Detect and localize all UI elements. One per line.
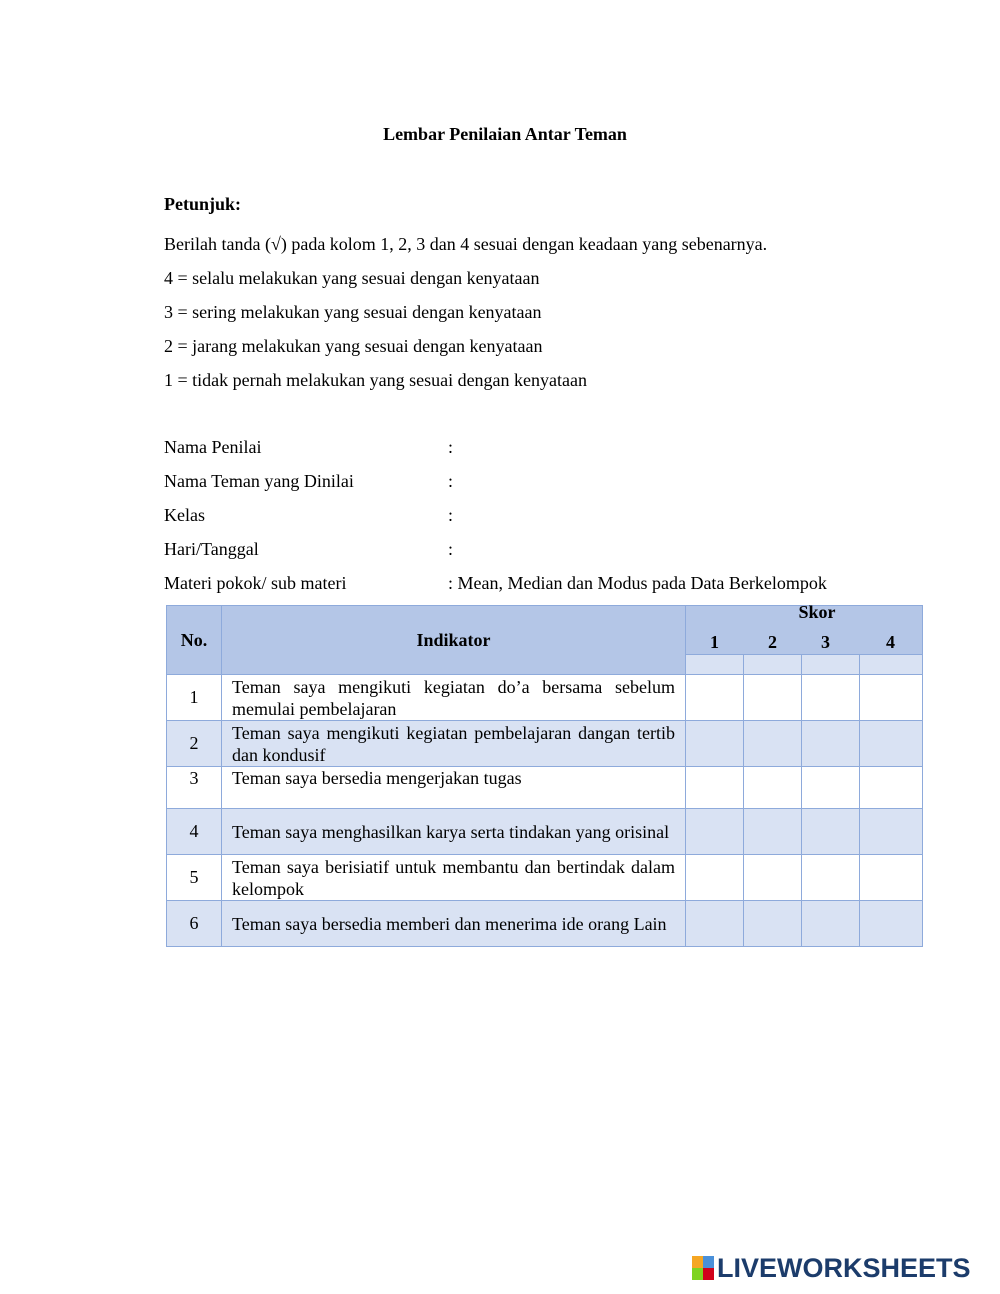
score-cell-3[interactable]: [802, 675, 860, 721]
score-cell-2[interactable]: [744, 855, 802, 901]
row-number: 6: [167, 901, 222, 947]
header-score-1: 1: [710, 632, 719, 652]
score-cell-1[interactable]: [686, 767, 744, 809]
field-label-materi: Materi pokok/ sub materi: [164, 573, 347, 593]
field-label-kelas: Kelas: [164, 505, 205, 525]
score-subheader-cell: [860, 655, 923, 675]
instruction-line-score-3: 3 = sering melakukan yang sesuai dengan kenyataan: [164, 302, 542, 322]
assessment-table: [166, 602, 923, 947]
row-number: 5: [167, 855, 222, 901]
header-score: [686, 602, 923, 655]
header-score-title: Skor: [798, 602, 836, 622]
score-cell-4[interactable]: [860, 767, 923, 809]
score-cell-4[interactable]: [860, 809, 923, 855]
score-cell-4[interactable]: [860, 721, 923, 767]
score-cell-2[interactable]: [744, 901, 802, 947]
table-row: [167, 901, 923, 947]
field-value-materi: : Mean, Median dan Modus pada Data Berkelompok: [448, 573, 827, 593]
table-row: [167, 675, 923, 721]
row-indicator: Teman saya menghasilkan karya serta tindakan yang orisinal: [222, 809, 686, 855]
field-value-nama-penilai[interactable]: :: [448, 437, 454, 457]
score-cell-1[interactable]: [686, 721, 744, 767]
row-indicator: Teman saya bersedia memberi dan menerima ide orang Lain: [222, 901, 686, 947]
score-cell-4[interactable]: [860, 675, 923, 721]
field-label-hari-tanggal: Hari/Tanggal: [164, 539, 259, 559]
score-subheader-cell: [686, 655, 744, 675]
instruction-line-score-4: 4 = selalu melakukan yang sesuai dengan kenyataan: [164, 268, 540, 288]
field-value-kelas[interactable]: :: [448, 505, 454, 525]
row-number: 1: [167, 675, 222, 721]
header-score-4: 4: [886, 632, 895, 652]
score-cell-4[interactable]: [860, 855, 923, 901]
instructions-heading: Petunjuk:: [164, 194, 242, 214]
header-indicator: Indikator: [222, 606, 686, 675]
field-value-hari-tanggal[interactable]: :: [448, 539, 454, 559]
score-cell-2[interactable]: [744, 675, 802, 721]
liveworksheets-logo: [692, 1254, 971, 1282]
row-indicator: Teman saya berisiatif untuk membantu dan bertindak dalam kelompok: [222, 855, 686, 901]
score-cell-1[interactable]: [686, 901, 744, 947]
score-subheader-cell: [802, 655, 860, 675]
row-indicator: Teman saya bersedia mengerjakan tugas: [222, 767, 686, 809]
score-cell-2[interactable]: [744, 721, 802, 767]
field-value-nama-teman[interactable]: :: [448, 471, 454, 491]
score-cell-3[interactable]: [802, 721, 860, 767]
table-row: [167, 809, 923, 855]
field-label-nama-penilai: Nama Penilai: [164, 437, 262, 457]
table-row: [167, 767, 923, 809]
row-indicator: Teman saya mengikuti kegiatan do’a bersama sebelum memulai pembelajaran: [222, 675, 686, 721]
score-cell-3[interactable]: [802, 809, 860, 855]
score-cell-1[interactable]: [686, 855, 744, 901]
field-label-nama-teman: Nama Teman yang Dinilai: [164, 471, 354, 491]
score-cell-2[interactable]: [744, 809, 802, 855]
row-number: 2: [167, 721, 222, 767]
score-cell-1[interactable]: [686, 675, 744, 721]
liveworksheets-logo-icon: [692, 1256, 714, 1280]
row-indicator: Teman saya mengikuti kegiatan pembelajaran dangan tertib dan kondusif: [222, 721, 686, 767]
instruction-line-score-2: 2 = jarang melakukan yang sesuai dengan kenyataan: [164, 336, 543, 356]
score-cell-2[interactable]: [744, 767, 802, 809]
score-cell-3[interactable]: [802, 855, 860, 901]
row-number: 3: [167, 767, 222, 809]
instruction-line-score-1: 1 = tidak pernah melakukan yang sesuai dengan kenyataan: [164, 370, 587, 390]
liveworksheets-logo-text: LIVEWORKSHEETS: [717, 1252, 971, 1283]
table-row: [167, 721, 923, 767]
header-score-3: 3: [821, 632, 830, 652]
score-cell-4[interactable]: [860, 901, 923, 947]
header-score-2: 2: [768, 632, 777, 652]
score-cell-1[interactable]: [686, 809, 744, 855]
instruction-line-general: Berilah tanda (√) pada kolom 1, 2, 3 dan 4 sesuai dengan keadaan yang sebenarnya.: [164, 234, 768, 254]
row-number: 4: [167, 809, 222, 855]
score-subheader-cell: [744, 655, 802, 675]
table-row: [167, 855, 923, 901]
header-no: No.: [167, 606, 222, 675]
score-cell-3[interactable]: [802, 901, 860, 947]
document-title: Lembar Penilaian Antar Teman: [383, 124, 627, 144]
score-cell-3[interactable]: [802, 767, 860, 809]
